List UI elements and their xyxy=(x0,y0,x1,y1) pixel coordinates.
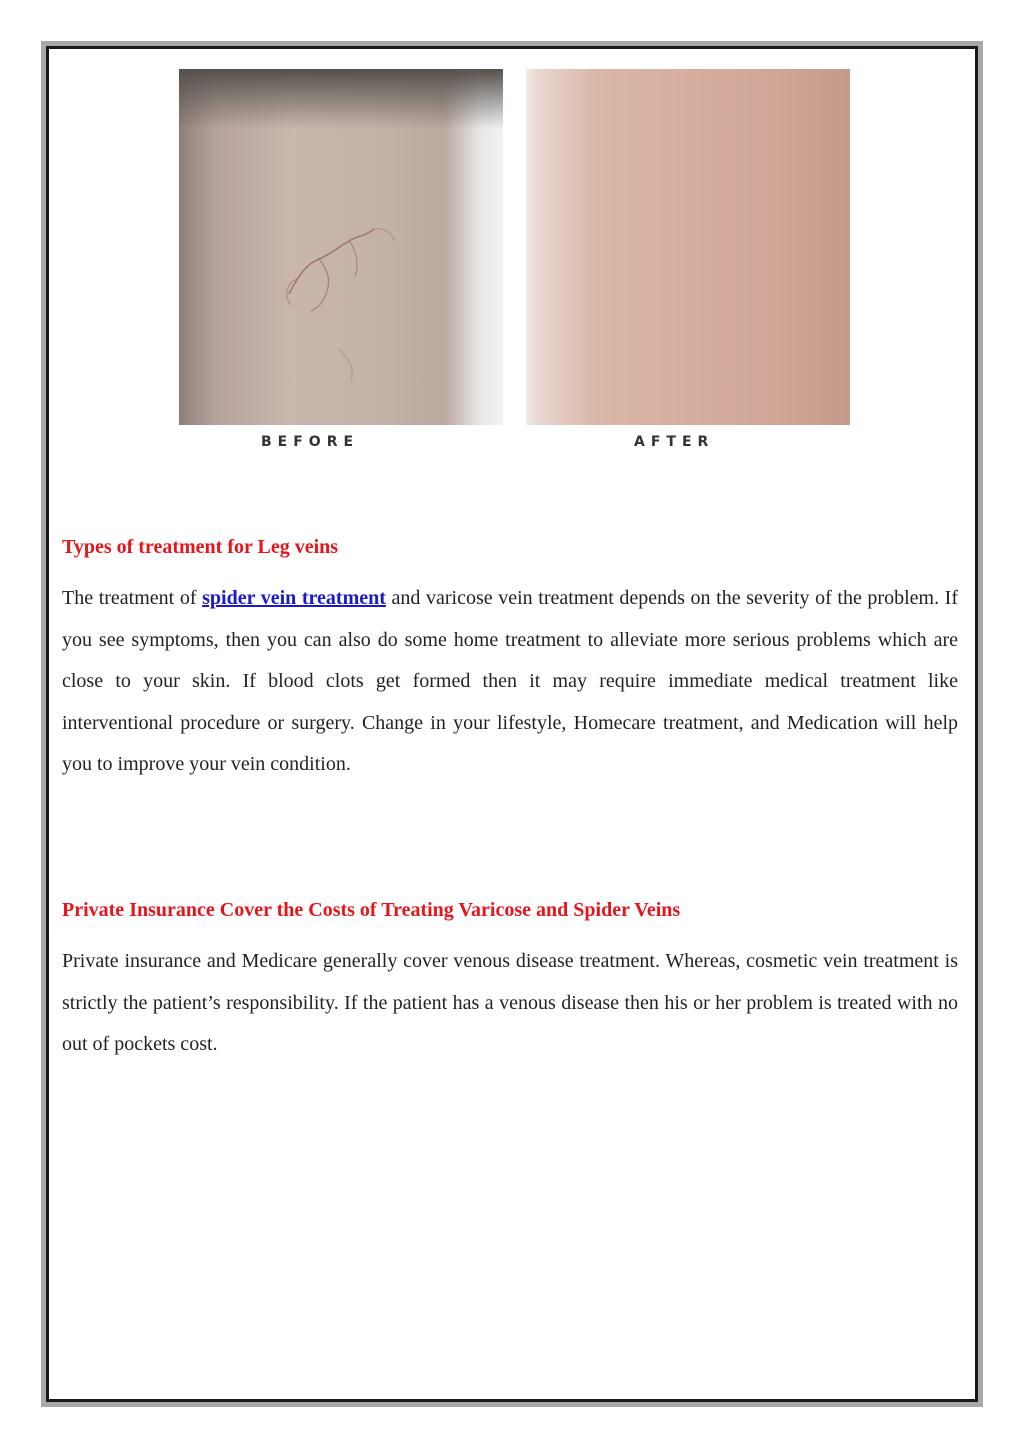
treatment-paragraph xyxy=(62,578,958,786)
page-content xyxy=(46,46,978,1402)
section-heading-treatment-types: Types of treatment for Leg veins xyxy=(62,536,339,558)
after-caption: AFTER xyxy=(634,434,715,450)
page-frame xyxy=(41,41,983,1407)
before-photo xyxy=(179,69,503,425)
spider-veins-illustration xyxy=(179,69,503,425)
paragraph-text-end: and varicose vein treatment depends on the severity of the problem. If you see symptoms, then you can also do some home treatment to alleviate more serious problems which are close to your skin. If blood clots get formed then it may require immediate medical treatment like interventional procedure or surgery. Change in your lifestyle, Homecare treatment, and Medication will help you to improve your vein condition. xyxy=(62,587,959,775)
paragraph-text-start: The treatment of xyxy=(62,587,203,609)
before-caption: BEFORE xyxy=(261,434,360,450)
section-heading-insurance: Private Insurance Cover the Costs of Treating Varicose and Spider Veins xyxy=(62,899,681,921)
spider-vein-treatment-link[interactable]: spider vein treatment xyxy=(202,587,386,609)
insurance-paragraph: Private insurance and Medicare generally cover venous disease treatment. Whereas, cosmetic vein treatment is strictly the patient’s responsibility. If the patient has a venous disease then his or her problem is treated with no out of pockets cost. xyxy=(62,950,958,1055)
after-photo xyxy=(526,69,850,425)
